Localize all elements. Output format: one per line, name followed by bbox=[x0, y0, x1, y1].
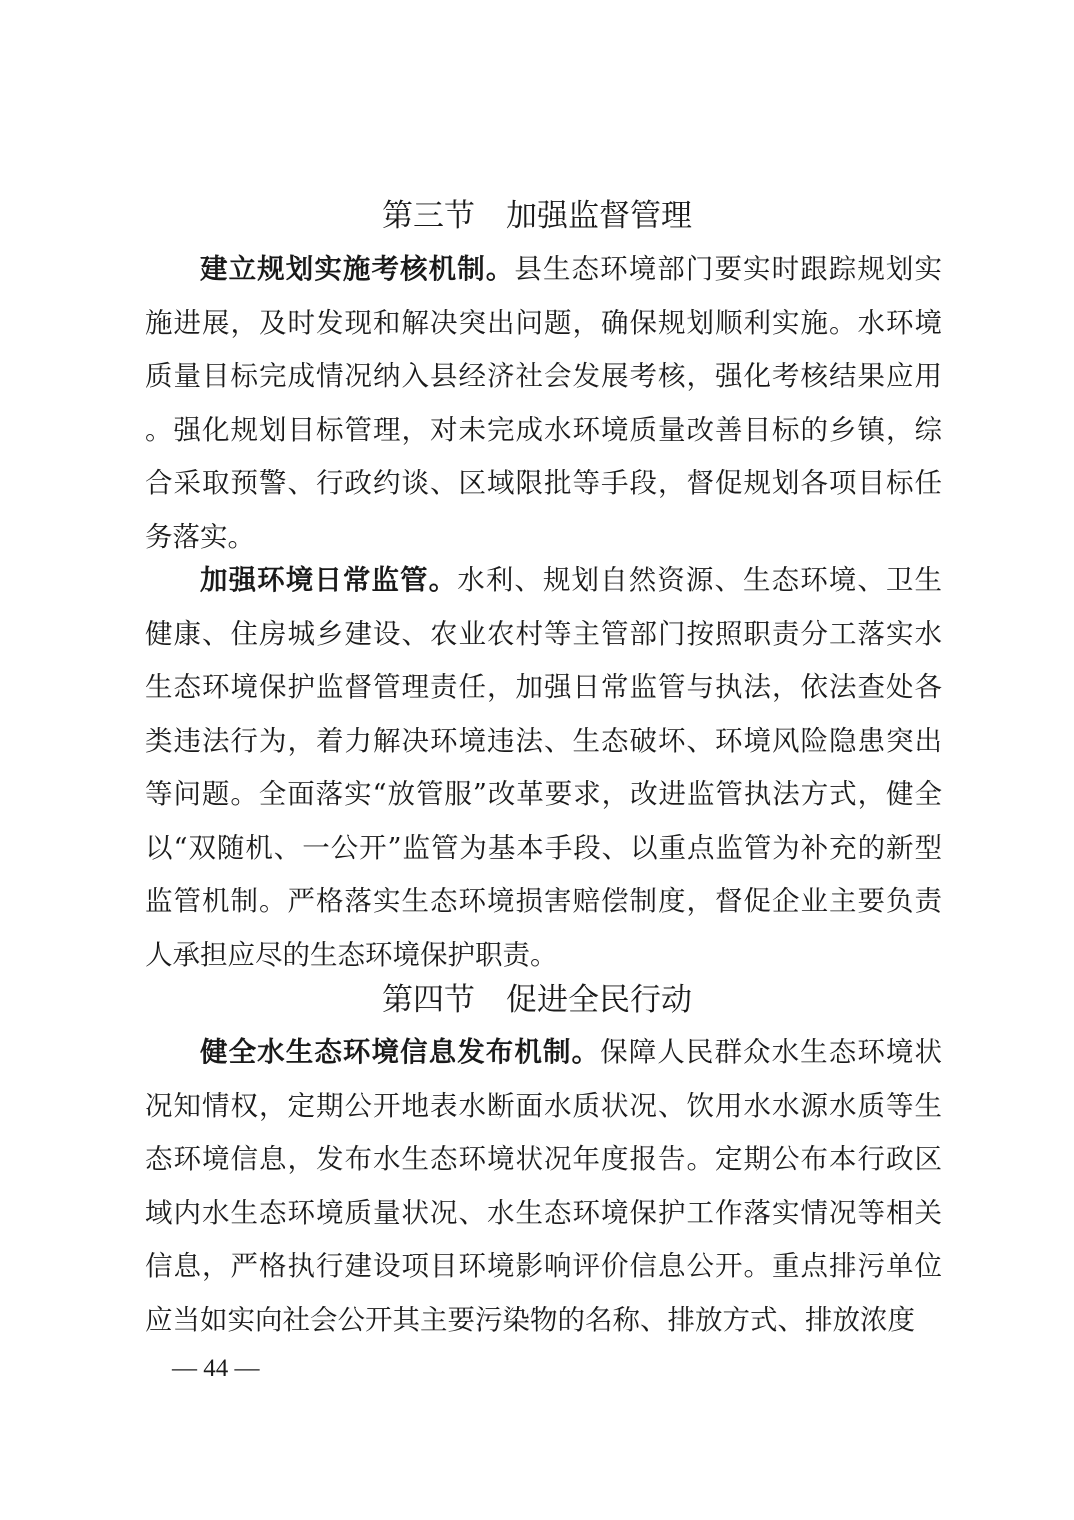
paragraph-lead: 建立规划实施考核机制。 bbox=[200, 253, 515, 285]
page-number: — 44 — bbox=[172, 1355, 260, 1382]
section-heading: 第四节 促进全民行动 bbox=[382, 982, 692, 1018]
paragraph-lead: 加强环境日常监管。 bbox=[200, 564, 458, 596]
paragraph-text: 县生态环境部门要实时跟踪规划实施进展，及时发现和解决突出问题，确保规划顺利实施。水环境质量目标完成情况纳入县经济社会发展考核，强化考核结果应用。强化规划目标管理，对未完成水环境质量改善目标的乡镇，综合采取预警、行政约谈、区域限批等手段，督促规划各项目标任务落实。 bbox=[145, 253, 943, 553]
paragraph-text: 保障人民群众水生态环境状况知情权，定期公开地表水断面水质状况、饮用水水源水质等生态环境信息，发布水生态环境状况年度报告。定期公布本行政区域内水生态环境质量状况、水生态环境保护工作落实情况等相关信息，严格执行建设项目环境影响评价信息公开。重点排污单位应当如实向社会公开其主要污染物的名称、排放方式、排放浓度 bbox=[145, 1036, 943, 1336]
paragraph bbox=[145, 554, 942, 982]
section-heading: 第三节 加强监督管理 bbox=[382, 198, 692, 234]
paragraph-text: 水利、规划自然资源、生态环境、卫生健康、住房城乡建设、农业农村等主管部门按照职责分工落实水生态环境保护监督管理责任，加强日常监管与执法，依法查处各类违法行为，着力解决环境违法、生态破坏、环境风险隐患突出等问题。全面落实“放管服”改革要求，改进监管执法方式，健全以“双随机、一公开”监管为基本手段、以重点监管为补充的新型监管机制。严格落实生态环境损害赔偿制度，督促企业主要负责人承担应尽的生态环境保护职责。 bbox=[145, 564, 943, 971]
paragraph bbox=[145, 243, 942, 564]
paragraph-lead: 健全水生态环境信息发布机制。 bbox=[200, 1036, 601, 1068]
paragraph bbox=[145, 1026, 942, 1347]
